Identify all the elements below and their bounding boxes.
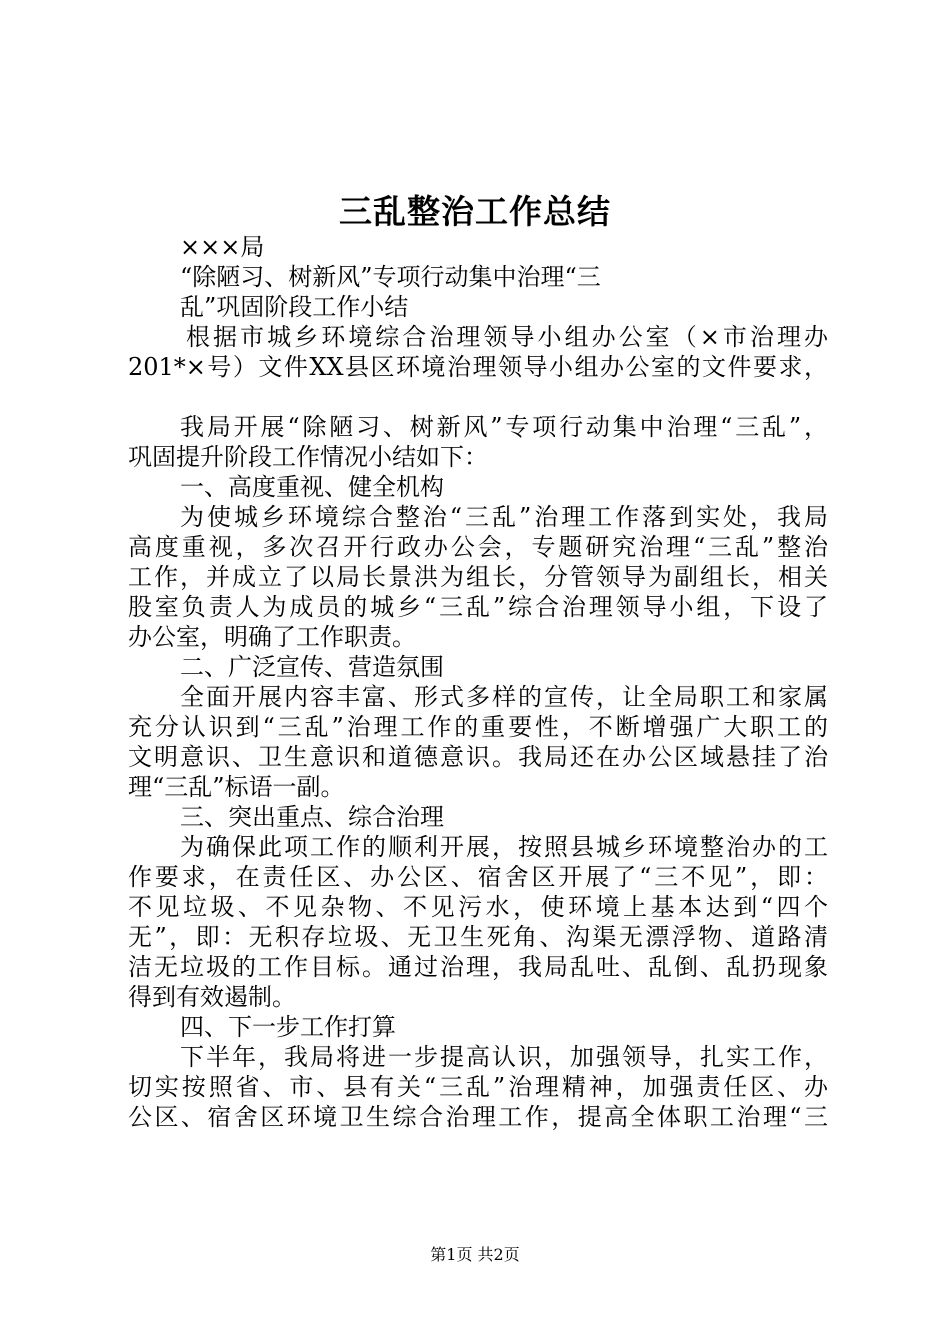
paragraph-line: 办公室，明确了工作职责。 xyxy=(128,623,416,651)
opening-line: 我局开展“除陋习、树新风”专项行动集中治理“三乱”， xyxy=(180,413,828,441)
section-heading: 一、高度重视、健全机构 xyxy=(180,473,444,501)
paragraph-line: 下半年，我局将进一步提高认识，加强领导，扎实工作， xyxy=(180,1043,828,1071)
subtitle-line-1: “除陋习、树新风”专项行动集中治理“三 xyxy=(180,263,601,291)
paragraph-line: 股室负责人为成员的城乡“三乱”综合治理领导小组，下设了 xyxy=(128,593,828,621)
subtitle-line-2: 乱”巩固阶段工作小结 xyxy=(180,293,409,321)
page-number: 第1页 共2页 xyxy=(430,1245,520,1264)
document-body xyxy=(128,232,828,1132)
paragraph-line: 文明意识、卫生意识和道德意识。我局还在办公区域悬挂了治 xyxy=(128,743,828,771)
section-heading: 二、广泛宣传、营造氛围 xyxy=(180,653,444,681)
document-title: 三乱整治工作总结 xyxy=(339,192,611,231)
org-name: ×××局 xyxy=(180,233,265,261)
paragraph-line: 全面开展内容丰富、形式多样的宣传，让全局职工和家属 xyxy=(180,683,828,711)
paragraph-line: 公区、宿舍区环境卫生综合治理工作，提高全体职工治理“三 xyxy=(128,1103,828,1131)
paragraph-line: 充分认识到“三乱”治理工作的重要性，不断增强广大职工的 xyxy=(128,713,828,741)
intro-line: 201*×号）文件XX县区环境治理领导小组办公室的文件要求， xyxy=(128,353,828,381)
paragraph-line: 无”，即：无积存垃圾、无卫生死角、沟渠无漂浮物、道路清 xyxy=(128,923,828,951)
paragraph-line: 作要求，在责任区、办公区、宿舍区开展了“三不见”，即： xyxy=(128,863,828,891)
opening-line: 巩固提升阶段工作情况小结如下： xyxy=(128,443,488,471)
section-heading: 四、下一步工作打算 xyxy=(180,1013,396,1041)
intro-line: 根据市城乡环境综合治理领导小组办公室（×市治理办 xyxy=(186,323,828,351)
paragraph-line: 为确保此项工作的顺利开展，按照县城乡环境整治办的工 xyxy=(180,833,828,861)
paragraph-line: 得到有效遏制。 xyxy=(128,983,296,1011)
paragraph-line: 理“三乱”标语一副。 xyxy=(128,773,345,801)
paragraph-line: 洁无垃圾的工作目标。通过治理，我局乱吐、乱倒、乱扔现象 xyxy=(128,953,828,981)
paragraph-line: 为使城乡环境综合整治“三乱”治理工作落到实处，我局 xyxy=(180,503,828,531)
section-heading: 三、突出重点、综合治理 xyxy=(180,803,444,831)
paragraph-line: 工作，并成立了以局长景洪为组长，分管领导为副组长，相关 xyxy=(128,563,828,591)
blank-line xyxy=(128,382,828,412)
paragraph-line: 切实按照省、市、县有关“三乱”治理精神，加强责任区、办 xyxy=(128,1073,828,1101)
paragraph-line: 高度重视，多次召开行政办公会，专题研究治理“三乱”整治 xyxy=(128,533,828,561)
paragraph-line: 不见垃圾、不见杂物、不见污水，使环境上基本达到“四个 xyxy=(128,893,828,921)
